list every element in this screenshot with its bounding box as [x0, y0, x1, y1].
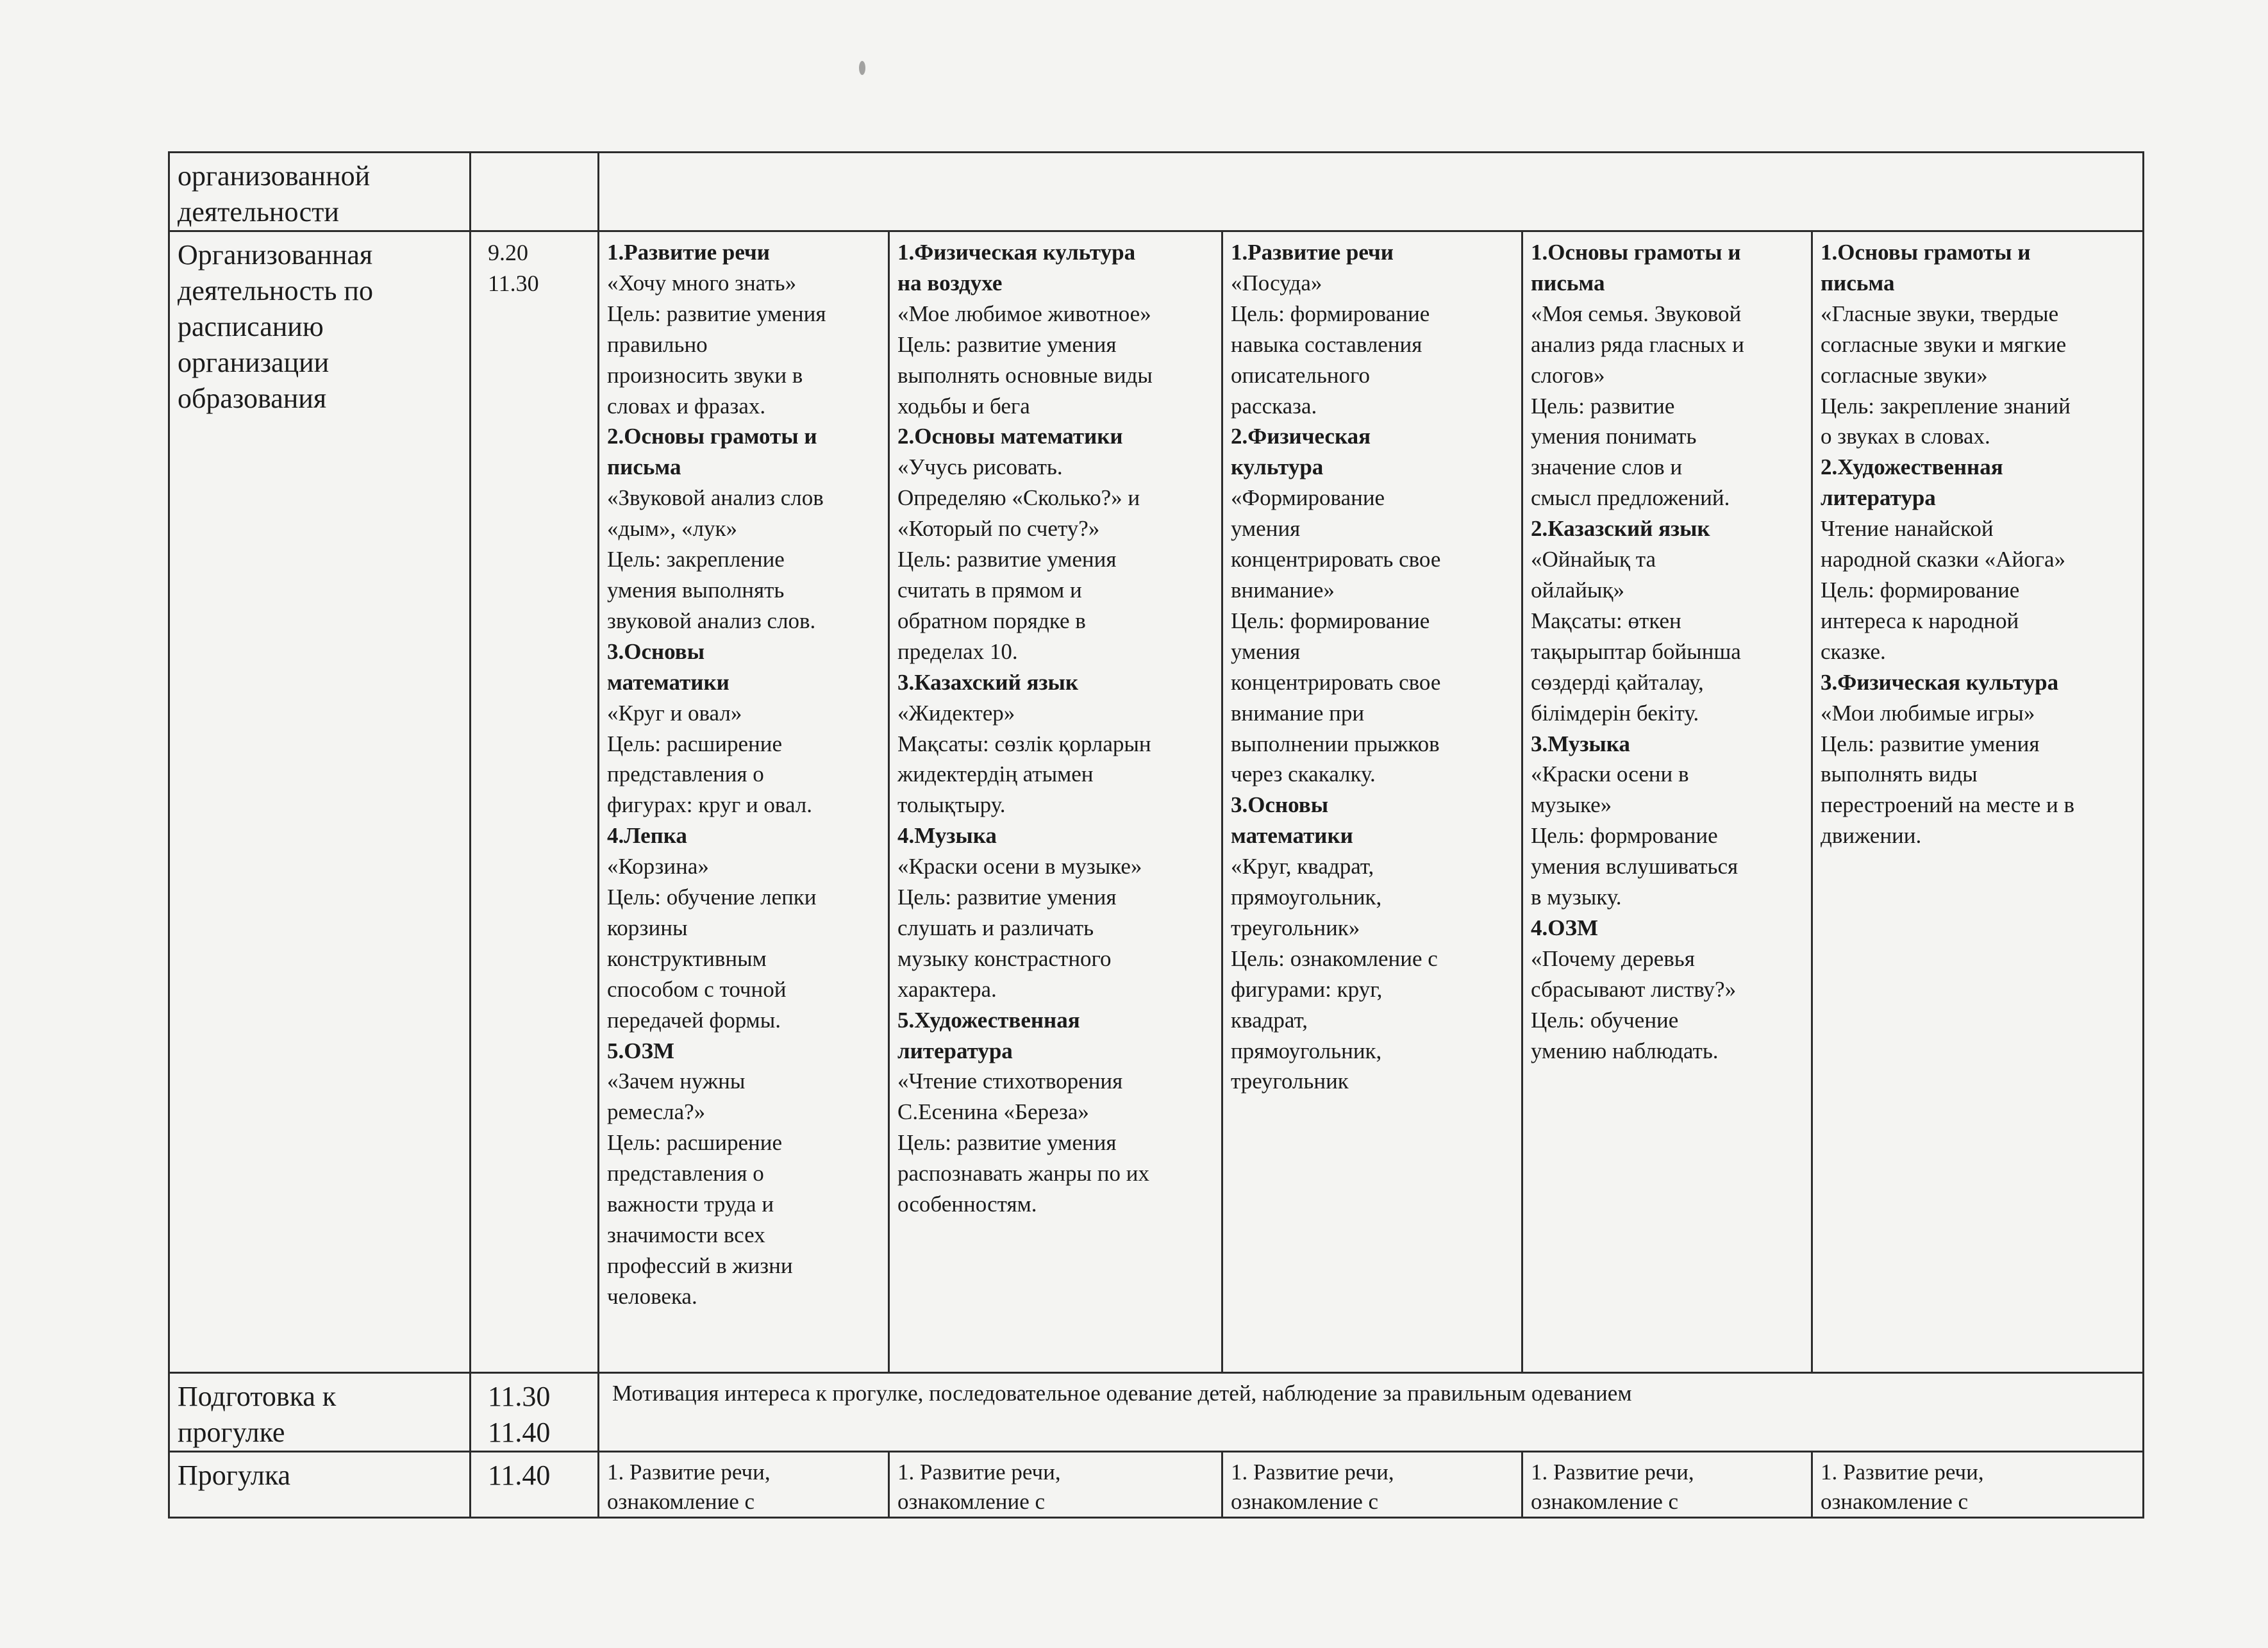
subject-title: 2.Художественная литература: [1821, 454, 2003, 511]
subject-description: «Круг и овал» Цель: расширение представления о фигурах: круг и овал.: [607, 700, 813, 818]
scan-speck: [859, 61, 865, 75]
row-walk-preparation: [169, 1373, 2144, 1452]
walk-cell-4: 1. Развитие речи, ознакомление с: [1522, 1452, 1812, 1518]
row-label-prep: Подготовка к прогулке: [169, 1373, 471, 1452]
subject-description: «Краски осени в музыке» Цель: формрование умения вслушиваться в музыку.: [1531, 762, 1739, 910]
walk-cell-1: 1. Развитие речи, ознакомление с: [599, 1452, 889, 1518]
subject-title: 1.Основы грамоты и письма: [1821, 240, 2031, 295]
subject-title: 5.ОЗМ: [607, 1038, 674, 1063]
subject-description: Чтение нанайской народной сказки «Айога» Цель: формирование интереса к народной сказке.: [1821, 516, 2066, 664]
walk-cell-5: 1. Развитие речи, ознакомление с: [1812, 1452, 2144, 1518]
subject-description: «Жидектер» Мақсаты: сөзлік қорларын жидектердің атымен толықтыру.: [897, 700, 1151, 818]
subject-title: 2.Физическая культура: [1231, 424, 1371, 480]
subject-description: «Зачем нужны ремесла?» Цель: расширение представления о важности труда и значимости всех профессий в жизни человека.: [607, 1069, 793, 1309]
time-cell-walk: 11.40: [471, 1452, 599, 1518]
time-cell-prep: 11.30 11.40: [471, 1373, 599, 1452]
subject-title: 4.Музыка: [897, 823, 997, 849]
subject-title: 3.Физическая культура: [1821, 669, 2059, 695]
time-cell-organized: 9.20 11.30: [471, 231, 599, 1373]
subject-description: «Краски осени в музыке» Цель: развитие умения слушать и различать музыку констрастного характера.: [897, 854, 1142, 1002]
subject-description: «Корзина» Цель: обучение лепки корзины конструктивным способом с точной передачей формы.: [607, 854, 817, 1033]
day-cell-5: [1812, 231, 2144, 1373]
day-cell-4: [1522, 231, 1812, 1373]
subject-description: «Ойнайық та ойлайық» Мақсаты: өткен тақырыптар бойынша сөздерді қайталау, білімдерін бекіту.: [1531, 547, 1741, 726]
subject-title: 3.Казахский язык: [897, 669, 1078, 695]
subject-title: 3.Музыка: [1531, 731, 1630, 756]
subject-description: «Моя семья. Звуковой анализ ряда гласных и слогов» Цель: развитие умения понимать значение слов и смысл предложений.: [1531, 301, 1744, 511]
day-cell-3: [1222, 231, 1522, 1373]
row-intro: [169, 153, 2144, 231]
subject-title: 3.Основы математики: [1231, 792, 1353, 849]
subject-description: «Мое любимое животное» Цель: развитие умения выполнять основные виды ходьбы и бега: [897, 301, 1153, 419]
subject-title: 1.Развитие речи: [607, 240, 770, 265]
walk-cell-2: 1. Развитие речи, ознакомление с: [889, 1452, 1222, 1518]
subject-description: «Почему деревья сбрасывают листву?» Цель: обучение умению наблюдать.: [1531, 945, 1737, 1063]
row-label-walk: Прогулка: [169, 1452, 471, 1518]
subject-description: «Хочу много знать» Цель: развитие умения правильно произносить звуки в словах и фразах.: [607, 270, 826, 419]
subject-description: «Учусь рисовать. Определяю «Сколько?» и «Который по счету?» Цель: развитие умения считать в прямом и обратном порядке в пределах 10.: [897, 454, 1140, 664]
subject-title: 4.Лепка: [607, 823, 687, 849]
walk-cell-3: 1. Развитие речи, ознакомление с: [1222, 1452, 1522, 1518]
subject-title: 3.Основы математики: [607, 638, 730, 695]
subject-title: 4.ОЗМ: [1531, 915, 1598, 940]
subject-description: «Чтение стихотворения С.Есенина «Береза» Цель: развитие умения распознавать жанры по их особенностям.: [897, 1069, 1150, 1217]
subject-description: «Мои любимые игры» Цель: развитие умения выполнять виды перестроений на месте и в движении.: [1821, 700, 2075, 849]
subject-title: 1.Основы грамоты и письма: [1531, 240, 1741, 295]
subject-title: 1.Развитие речи: [1231, 240, 1394, 265]
row-walk: [169, 1452, 2144, 1518]
prep-description: Мотивация интереса к прогулке, последовательное одевание детей, наблюдение за правильным одеванием: [599, 1373, 2144, 1452]
row-organized-activity: [169, 231, 2144, 1373]
subject-description: «Посуда» Цель: формирование навыка составления описательного рассказа.: [1231, 270, 1430, 419]
subject-description: «Формирование умения концентрировать свое внимание» Цель: формирование умения концентрировать свое внимание при выполнении прыжков через скакалку.: [1231, 485, 1441, 787]
subject-description: «Круг, квадрат, прямоугольник, треугольник» Цель: ознакомление с фигурами: круг, квадрат, прямоугольник, треугольник: [1231, 854, 1438, 1094]
subject-title: 2.Основы математики: [897, 424, 1123, 449]
subject-title: 2.Казазский язык: [1531, 516, 1710, 542]
content-cell-intro: [599, 153, 2144, 231]
row-label-intro: организованной деятельности: [169, 153, 471, 231]
day-cell-1: [599, 231, 889, 1373]
subject-description: «Гласные звуки, твердые согласные звуки и мягкие согласные звуки» Цель: закрепление знаний о звуках в словах.: [1821, 301, 2071, 449]
subject-description: «Звуковой анализ слов «дым», «лук» Цель: закрепление умения выполнять звуковой анализ слов.: [607, 485, 824, 633]
subject-title: 1.Физическая культура на воздухе: [897, 240, 1136, 295]
row-label-organized: Организованная деятельность по расписанию организации образования: [169, 231, 471, 1373]
time-cell-intro: [471, 153, 599, 231]
subject-title: 5.Художественная литература: [897, 1007, 1080, 1063]
subject-title: 2.Основы грамоты и письма: [607, 424, 817, 480]
day-cell-2: [889, 231, 1222, 1373]
schedule-table: [168, 151, 2144, 1519]
